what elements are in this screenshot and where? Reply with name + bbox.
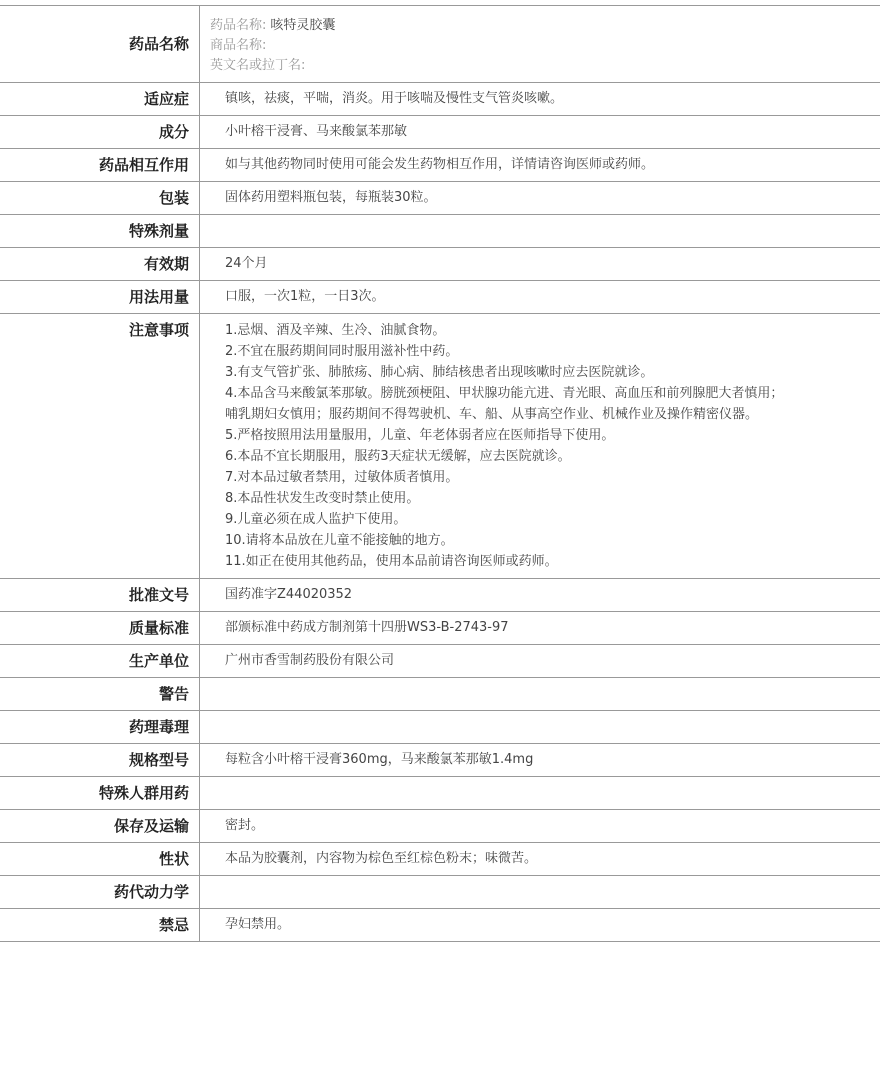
precaution-item: 4.本品含马来酸氯苯那敏。膀胱颈梗阻、甲状腺功能亢进、青光眼、高血压和前列腺肥大者慎用；哺乳期妇女慎用；服药期间不得驾驶机、车、船、从事高空作业、机械作业及操作精密仪器。 [225, 386, 784, 422]
trade-name-key: 商品名称: [210, 38, 267, 53]
value-pharmacokinetics [200, 876, 880, 908]
precaution-item: 3.有支气管扩张、肺脓疡、肺心病、肺结核患者出现咳嗽时应去医院就诊。 [225, 365, 654, 380]
row-usage [0, 281, 880, 314]
row-ingredients [0, 116, 880, 149]
label-approval: 批准文号 [0, 579, 200, 611]
precaution-item: 8.本品性状发生改变时禁止使用。 [225, 491, 420, 506]
precaution-item: 9.儿童必须在成人监护下使用。 [225, 512, 407, 527]
generic-name-key: 药品名称: [210, 18, 267, 33]
label-indications: 适应症 [0, 83, 200, 115]
label-special-groups: 特殊人群用药 [0, 777, 200, 809]
label-validity: 有效期 [0, 248, 200, 280]
generic-name-line [210, 16, 860, 36]
row-pharmacokinetics [0, 876, 880, 909]
precaution-item: 10.请将本品放在儿童不能接触的地方。 [225, 533, 454, 548]
row-indications [0, 83, 880, 116]
label-toxicology: 药理毒理 [0, 711, 200, 743]
value-storage: 密封。 [225, 818, 265, 833]
value-warning [200, 678, 880, 710]
trade-name-line [210, 36, 860, 56]
row-special-dosage [0, 215, 880, 248]
label-drug-name: 药品名称 [0, 6, 200, 82]
value-precautions [200, 314, 880, 578]
value-approval: 国药准字Z44020352 [225, 587, 353, 602]
row-appearance [0, 843, 880, 876]
row-quality [0, 612, 880, 645]
precaution-item: 6.本品不宜长期服用，服药3天症状无缓解，应去医院就诊。 [225, 449, 571, 464]
value-indications: 镇咳，祛痰，平喘，消炎。用于咳喘及慢性支气管炎咳嗽。 [225, 91, 564, 106]
value-ingredients: 小叶榕干浸膏、马来酸氯苯那敏 [225, 124, 408, 139]
label-ingredients: 成分 [0, 116, 200, 148]
value-usage: 口服，一次1粒，一日3次。 [225, 289, 385, 304]
label-manufacturer: 生产单位 [0, 645, 200, 677]
label-precautions: 注意事项 [0, 314, 200, 578]
row-manufacturer [0, 645, 880, 678]
english-name-key: 英文名或拉丁名: [210, 58, 306, 73]
value-manufacturer: 广州市香雪制药股份有限公司 [225, 653, 395, 668]
row-approval [0, 579, 880, 612]
precaution-item: 11.如正在使用其他药品，使用本品前请咨询医师或药师。 [225, 554, 558, 569]
row-warning [0, 678, 880, 711]
label-spec: 规格型号 [0, 744, 200, 776]
row-toxicology [0, 711, 880, 744]
value-spec: 每粒含小叶榕干浸膏360mg，马来酸氯苯那敏1.4mg [225, 752, 534, 767]
row-spec [0, 744, 880, 777]
row-special-groups [0, 777, 880, 810]
value-interactions: 如与其他药物同时使用可能会发生药物相互作用，详情请咨询医师或药师。 [225, 157, 655, 172]
value-validity: 24个月 [225, 256, 268, 271]
label-storage: 保存及运输 [0, 810, 200, 842]
label-special-dosage: 特殊剂量 [0, 215, 200, 247]
label-package: 包装 [0, 182, 200, 214]
row-storage [0, 810, 880, 843]
label-pharmacokinetics: 药代动力学 [0, 876, 200, 908]
value-contraindications: 孕妇禁用。 [225, 917, 291, 932]
row-precautions [0, 314, 880, 579]
row-package [0, 182, 880, 215]
row-validity [0, 248, 880, 281]
precaution-item: 2.不宜在服药期间同时服用滋补性中药。 [225, 344, 459, 359]
value-toxicology [200, 711, 880, 743]
row-interactions [0, 149, 880, 182]
english-name-line [210, 56, 860, 76]
label-interactions: 药品相互作用 [0, 149, 200, 181]
generic-name-value: 咳特灵胶囊 [270, 18, 336, 33]
label-appearance: 性状 [0, 843, 200, 875]
value-drug-name [200, 6, 880, 82]
precaution-item: 7.对本品过敏者禁用，过敏体质者慎用。 [225, 470, 459, 485]
value-special-groups [200, 777, 880, 809]
label-warning: 警告 [0, 678, 200, 710]
row-contraindications [0, 909, 880, 942]
value-special-dosage [200, 215, 880, 247]
precaution-item: 5.严格按照用法用量服用，儿童、年老体弱者应在医师指导下使用。 [225, 428, 615, 443]
label-quality: 质量标准 [0, 612, 200, 644]
value-package: 固体药用塑料瓶包装，每瓶装30粒。 [225, 190, 437, 205]
label-contraindications: 禁忌 [0, 909, 200, 941]
precaution-item: 1.忌烟、酒及辛辣、生冷、油腻食物。 [225, 323, 446, 338]
row-drug-name [0, 6, 880, 83]
drug-info-table [0, 5, 880, 942]
value-appearance: 本品为胶囊剂，内容物为棕色至红棕色粉末；味微苦。 [225, 851, 538, 866]
label-usage: 用法用量 [0, 281, 200, 313]
value-quality: 部颁标准中药成方制剂第十四册WS3-B-2743-97 [225, 620, 509, 635]
